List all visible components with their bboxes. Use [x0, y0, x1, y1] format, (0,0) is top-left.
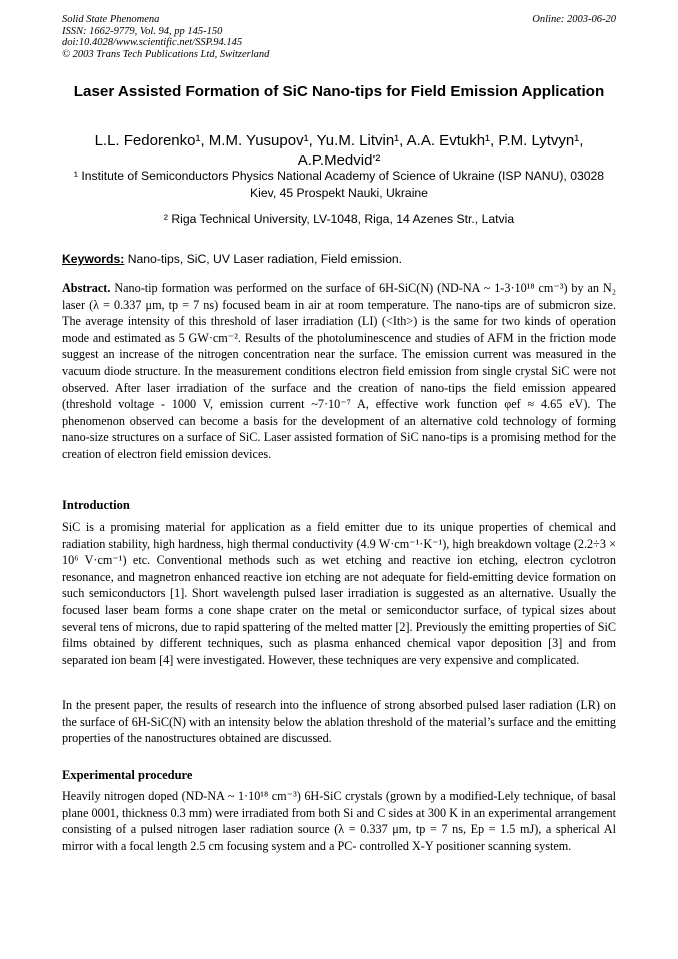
doi-line: doi:10.4028/www.scientific.net/SSP.94.145	[62, 37, 243, 48]
copyright-line: © 2003 Trans Tech Publications Ltd, Switzerland	[62, 48, 270, 60]
affiliation-2: ² Riga Technical University, LV-1048, Riga, 14 Azenes Str., Latvia	[163, 212, 515, 226]
keywords-label: Keywords:	[62, 252, 125, 266]
journal-header	[62, 14, 269, 60]
experimental-paragraph-1: Heavily nitrogen doped (ND-NA ~ 1·10¹⁸ cm⁻³) 6H-SiC crystals (grown by a modified-Lely technique, of basal plane 0001, thickness 0.3 mm) were irradiated from both Si and C sides at 300 K in an experimental arrangement consisting of a pulsed nitrogen laser radiation source (λ = 0.337 μm, tp = 7 ns, Ep = 1.5 mJ), a spherical Al mirror with a focal length 2.5 cm focusing system and a PC- controlled X-Y positioner scanning system.	[62, 789, 616, 853]
keywords-text: Nano-tips, SiC, UV Laser radiation, Field emission.	[124, 252, 403, 266]
online-date: Online: 2003-06-20	[532, 14, 616, 25]
affiliation-1: ¹ Institute of Semiconductors Physics National Academy of Science of Ukraine (ISP NANU), 03028 Kiev, 45 Prospekt Nauki, Ukraine	[73, 169, 605, 200]
journal-name: Solid State Phenomena	[62, 14, 160, 25]
issn-line: ISSN: 1662-9779, Vol. 94, pp 145-150	[62, 25, 223, 37]
introduction-paragraph-2: In the present paper, the results of research into the influence of strong absorbed pulsed laser radiation (LR) on the surface of 6H-SiC(N) with an intensity below the ablation threshold of the material’s surface and the emitting properties of the nanostructures obtained are discussed.	[62, 698, 616, 746]
keywords	[62, 251, 616, 267]
abstract-text: Nano-tip formation was performed on the surface of 6H-SiC(N) (ND-NA ~ 1-3·10¹⁸ cm⁻³) by an N₂ laser (λ = 0.337 μm, tp = 7 ns) focused beam in air at room temperature. The nano-tips are of submicron size. The average intensity of this threshold of laser irradiation (LI) (<Ith>) is the same for two kinds of operation mode and estimated as 5 GW·cm⁻². Results of the photoluminescence and studies of AFM in the friction mode suggest an increase of the nitrogen concentration near the surface. The emission current was measured in the vacuum diode structure. In the measurement conditions electron field emission from single crystal SiC were not observed. After laser irradiation of the surface and the creation of nano-tips the field emission appeared (threshold voltage - 1000 V, emission current ~7·10⁻⁷ A, effective work function φef ≈ 4.65 eV). The phenomenon observed can become a basis for the development of an alternative cold technology of forming nano-size structures on a surface of SiC. Laser assisted formation of SiC nano-tips is a promising method for the creation of electron field emission devices.	[62, 281, 616, 461]
abstract	[62, 280, 616, 463]
abstract-label: Abstract.	[62, 281, 111, 295]
paper-title: Laser Assisted Formation of SiC Nano-tips for Field Emission Application	[73, 83, 605, 100]
experimental-heading: Experimental procedure	[62, 768, 193, 782]
introduction-heading: Introduction	[62, 498, 130, 512]
introduction-paragraph-1: SiC is a promising material for application as a field emitter due to its unique properties of chemical and radiation stability, high hardness, high thermal conductivity (4.9 W·cm⁻¹·K⁻¹), high breakdown voltage (2.2÷3 × 10⁶ V·cm⁻¹) etc. Conventional methods such as wet etching and reactive ion etching, electron cyclotron resonance, and magnetron enhanced reactive ion etching are not adequate for field-emitting device formation on such semiconductors [1]. Short wavelength pulsed laser irradiation is suggested as an alternative. Usually the focused laser beam forms a cone shape crater on the metal or semiconductor surface, of typical sizes about several tens of microns, due to rapid spattering of the melted matter [2]. Previously the emitting properties of SiC films obtained by different techniques, such as plasma enhanced chemical vapor deposition [3] and from separated ion beam [4] were investigated. However, these techniques are very expensive and complicated.	[62, 520, 616, 667]
author-list: L.L. Fedorenko¹, M.M. Yusupov¹, Yu.M. Litvin¹, A.A. Evtukh¹, P.M. Lytvyn¹, A.P.Medvid'²	[94, 132, 584, 169]
